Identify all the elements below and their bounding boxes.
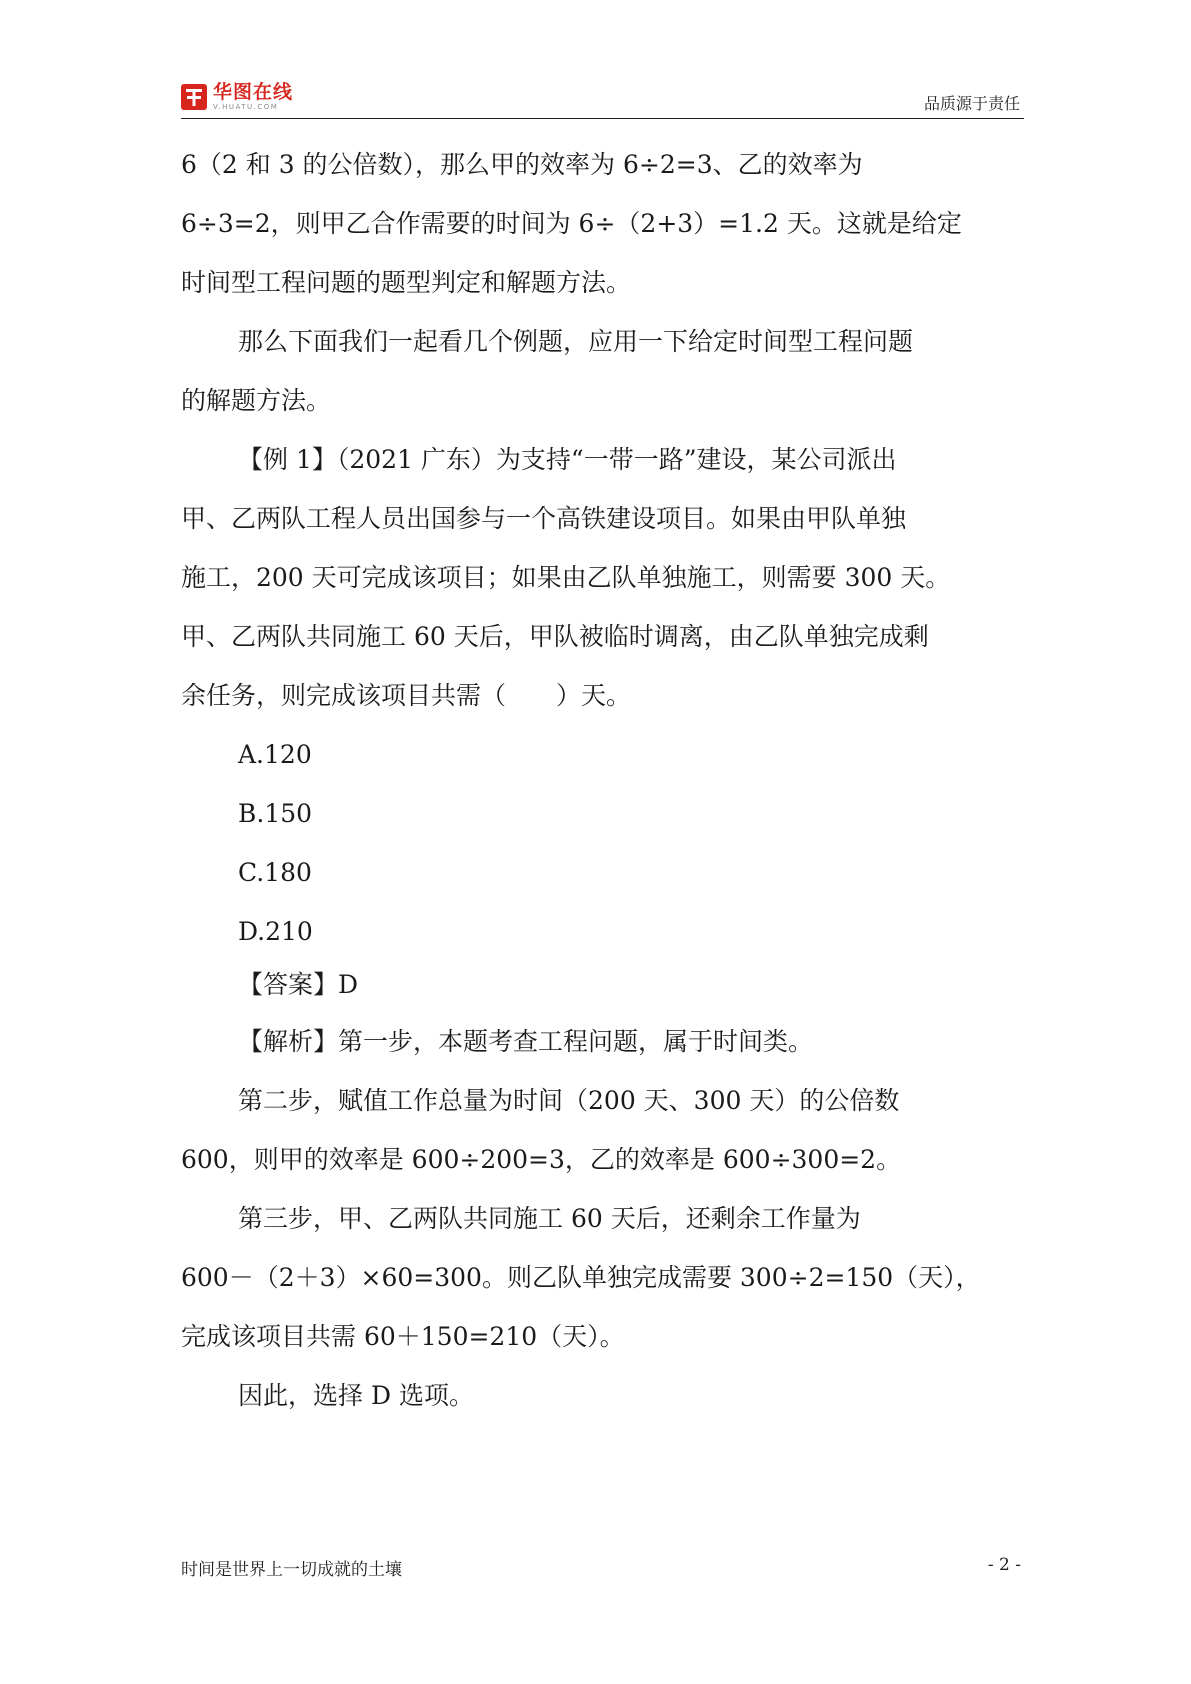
paragraph-line: 6（2 和 3 的公倍数），那么甲的效率为 6÷2=3、乙的效率为 bbox=[181, 150, 863, 179]
paragraph-line: 的解题方法。 bbox=[181, 386, 332, 415]
huatu-logo-icon bbox=[181, 84, 207, 110]
page-number: - 2 - bbox=[987, 1555, 1021, 1575]
question-line: 施工，200 天可完成该项目；如果由乙队单独施工，则需要 300 天。 bbox=[181, 563, 951, 592]
paragraph-line: 6÷3=2，则甲乙合作需要的时间为 6÷（2+3）=1.2 天。这就是给定 bbox=[181, 209, 962, 238]
option-b: B.150 bbox=[238, 799, 313, 828]
analysis-line: 完成该项目共需 60＋150=210（天）。 bbox=[181, 1322, 625, 1351]
option-c: C.180 bbox=[238, 858, 312, 887]
answer-line: 【答案】D bbox=[238, 970, 359, 999]
analysis-line: 第二步，赋值工作总量为时间（200 天、300 天）的公倍数 bbox=[238, 1086, 900, 1115]
option-d: D.210 bbox=[238, 917, 313, 946]
analysis-line: 600，则甲的效率是 600÷200=3，乙的效率是 600÷300=2。 bbox=[181, 1145, 902, 1174]
option-a: A.120 bbox=[238, 740, 312, 769]
analysis-line: 600－（2＋3）×60=300。则乙队单独完成需要 300÷2=150（天）， bbox=[181, 1263, 981, 1292]
header-slogan: 品质源于责任 bbox=[923, 94, 1020, 113]
analysis-line: 【解析】第一步，本题考查工程问题，属于时间类。 bbox=[238, 1027, 814, 1056]
huatu-logo bbox=[181, 82, 293, 112]
question-line: 【例 1】（2021 广东）为支持“一带一路”建设，某公司派出 bbox=[238, 445, 897, 474]
question-line: 余任务，则完成该项目共需（ ）天。 bbox=[181, 681, 632, 710]
question-line: 甲、乙两队共同施工 60 天后，甲队被临时调离，由乙队单独完成剩 bbox=[181, 622, 929, 651]
paragraph-line: 那么下面我们一起看几个例题，应用一下给定时间型工程问题 bbox=[238, 327, 914, 356]
page-header bbox=[181, 82, 1024, 119]
paragraph-line: 时间型工程问题的题型判定和解题方法。 bbox=[181, 268, 632, 297]
footer-motto: 时间是世界上一切成就的土壤 bbox=[181, 1560, 402, 1580]
logo-url-text: V.HUATU.COM bbox=[213, 103, 279, 111]
analysis-line: 第三步，甲、乙两队共同施工 60 天后，还剩余工作量为 bbox=[238, 1204, 861, 1233]
logo-chinese-text: 华图在线 bbox=[213, 81, 294, 103]
conclusion-line: 因此，选择 D 选项。 bbox=[238, 1381, 474, 1410]
question-line: 甲、乙两队工程人员出国参与一个高铁建设项目。如果由甲队单独 bbox=[181, 504, 907, 533]
